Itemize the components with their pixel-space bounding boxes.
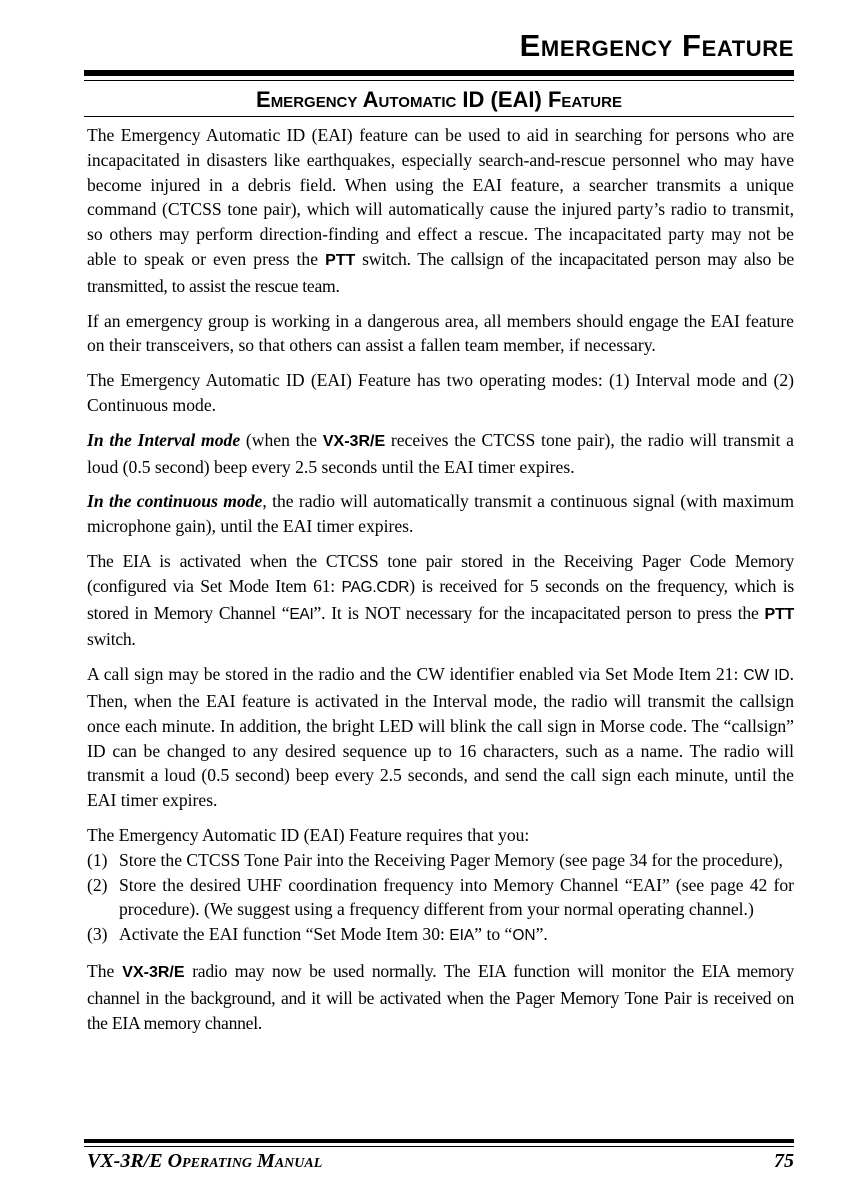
setting-value-on: ON bbox=[512, 927, 536, 945]
paragraph-intro bbox=[87, 123, 794, 299]
paragraph-text: The Emergency Automatic ID (EAI) feature can be used to aid in searching for persons who are incapacitated in disasters like earthquakes, especially search-and-rescue personnel who may have become injured in a debris field. When using the EAI feature, a searcher transmits a unique command (CTCSS tone pair), which will automatically cause the injured party’s radio to transmit, so others may perform direction-finding and effect a rescue. The incapacitated party may not be able to speak or even press the bbox=[87, 125, 794, 269]
requirements-list bbox=[87, 848, 794, 949]
paragraph-text: A call sign may be stored in the radio and the CW identifier enabled via Set Mode Item 21: bbox=[87, 664, 744, 685]
body-content bbox=[87, 123, 794, 1045]
paragraph-callsign bbox=[87, 662, 794, 813]
paragraph-text: (when the bbox=[240, 429, 323, 450]
list-number: (2) bbox=[87, 874, 108, 895]
channel-name-eai: EAI bbox=[289, 605, 314, 623]
paragraph-text: switch. The callsign of the incapacitated person may also be transmitted, to assist the rescue team. bbox=[87, 248, 794, 296]
menu-item-pag-cdr: PAG.CDR bbox=[341, 578, 410, 596]
section-rule bbox=[84, 116, 794, 117]
page-number: 75 bbox=[774, 1150, 794, 1172]
list-text-part: ” to “ bbox=[474, 924, 513, 945]
paragraph-text: . Then, when the EAI feature is activated in the Interval mode, the radio will transmit the callsign once each minute. In addition, the bright LED will blink the call sign in Morse code. The “callsign” ID can be changed to any desired sequence up to 16 characters, such as a name. The radio will transmit a loud (0.5 second) beep every 2.5 seconds, and send the call sign each minute, until the EAI timer expires. bbox=[87, 664, 794, 811]
ptt-key-label: PTT bbox=[764, 605, 794, 623]
page-footer bbox=[87, 1148, 794, 1174]
paragraph-text: radio may now be used normally. The EIA function will monitor the EIA memory channel in the background, and it will be activated when the Pager Memory Tone Pair is received on the EIA memory channel. bbox=[87, 960, 794, 1033]
interval-mode-lead: In the Interval mode bbox=[87, 429, 241, 450]
footer-rule-thick bbox=[84, 1139, 794, 1143]
ptt-key-label: PTT bbox=[325, 251, 356, 269]
paragraph-text: The EIA is activated when the CTCSS tone pair stored in the Receiving Pager Code Memory (configured via Set Mode Item 61: bbox=[87, 550, 794, 596]
manual-title: VX-3R/E Operating Manual bbox=[87, 1150, 323, 1172]
paragraph-interval-mode bbox=[87, 428, 794, 480]
model-name: VX-3R/E bbox=[322, 432, 386, 450]
section-title: Emergency Automatic ID (EAI) Feature bbox=[256, 87, 622, 112]
paragraph-group: If an emergency group is working in a dangerous area, all members should engage the EAI feature on their transceivers, so that others can assist a fallen team member, if necessary. bbox=[87, 310, 794, 356]
list-text: Store the CTCSS Tone Pair into the Receiving Pager Memory (see page 34 for the procedure), bbox=[119, 849, 783, 870]
paragraph-text: ) is received for 5 seconds on the frequency, which is stored in Memory Channel “ bbox=[87, 575, 795, 623]
paragraph-text: switch. bbox=[87, 629, 136, 650]
menu-item-eia: EIA bbox=[449, 927, 475, 945]
list-text: Store the desired UHF coordination frequency into Memory Channel “EAI” (see page 42 for procedure). (We suggest using a frequency different from your normal operating channel.) bbox=[119, 874, 794, 920]
header-rule-thin bbox=[84, 80, 794, 81]
footer-rule-thin bbox=[84, 1146, 794, 1147]
page-header bbox=[84, 28, 794, 64]
paragraph-modes: The Emergency Automatic ID (EAI) Feature has two operating modes: (1) Interval mode and (2) Continuous mode. bbox=[87, 370, 794, 415]
list-number: (1) bbox=[87, 849, 108, 870]
paragraph-normal-use bbox=[87, 959, 794, 1035]
menu-item-cw-id: CW ID bbox=[743, 667, 790, 685]
list-item bbox=[87, 922, 794, 949]
list-number: (3) bbox=[87, 924, 108, 945]
list-item bbox=[87, 873, 794, 923]
paragraph-requirements: The Emergency Automatic ID (EAI) Feature requires that you: bbox=[87, 824, 530, 845]
model-name: VX-3R/E bbox=[122, 963, 185, 981]
paragraph-text: ”. It is NOT necessary for the incapacitated person to press the bbox=[313, 602, 765, 623]
paragraph-activation bbox=[87, 549, 794, 652]
chapter-title: Emergency Feature bbox=[519, 28, 794, 63]
paragraph-continuous-mode bbox=[87, 489, 794, 539]
list-item bbox=[87, 848, 794, 873]
list-text-part: ”. bbox=[535, 924, 548, 945]
header-rule-thick bbox=[84, 70, 794, 76]
paragraph-text: , the radio will automatically transmit a continuous signal (with maximum microphone gain), until the EAI timer expires. bbox=[87, 491, 795, 537]
paragraph-text: The bbox=[87, 960, 123, 981]
list-text bbox=[119, 922, 794, 949]
continuous-mode-lead: In the continuous mode bbox=[87, 491, 263, 512]
paragraph-text: receives the CTCSS tone pair), the radio will transmit a loud (0.5 second) beep every 2.5 seconds until the EAI timer expires. bbox=[87, 429, 794, 477]
list-text-part: Activate the EAI function “Set Mode Item 30: bbox=[119, 924, 450, 945]
